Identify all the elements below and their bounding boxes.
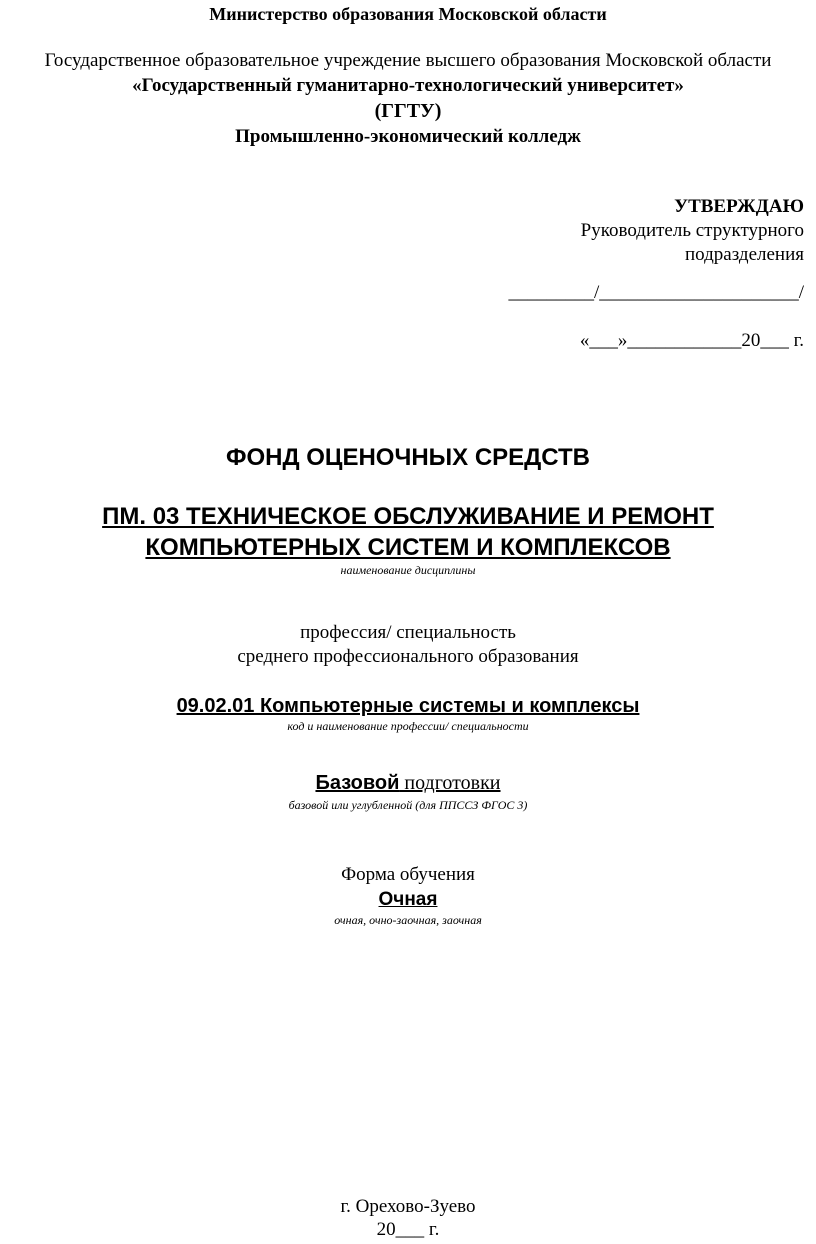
training-level	[0, 772, 816, 795]
training-level-value: Базовой	[315, 772, 400, 794]
university-name: «Государственный гуманитарно-технологический университет»	[132, 75, 684, 96]
approval-title: УТВЕРЖДАЮ	[674, 196, 804, 217]
footer-year: 20___ г.	[376, 1219, 440, 1240]
study-form-caption: очная, очно-заочная, заочная	[334, 913, 482, 927]
training-caption: базовой или углубленной (для ППССЗ ФГОС 3)	[288, 798, 528, 812]
study-form-value: Очная	[378, 889, 438, 910]
ministry-name: Министерство образования Московской области	[209, 4, 607, 24]
specialty-value: 09.02.01 Компьютерные системы и комплексы	[176, 695, 640, 717]
specialty-caption: код и наименование профессии/ специальности	[287, 719, 529, 733]
approval-date-line: «___»____________20___ г.	[579, 330, 804, 351]
document-title: ФОНД ОЦЕНОЧНЫХ СРЕДСТВ	[226, 444, 590, 471]
study-form-label: Форма обучения	[341, 864, 475, 885]
institution-name: Государственное образовательное учреждение высшего образования Московской области	[44, 50, 772, 71]
approval-role-line1: Руководитель структурного	[580, 220, 804, 241]
approval-signature-line: _________/_____________________/	[508, 282, 804, 303]
discipline-name-line1: ПМ. 03 ТЕХНИЧЕСКОЕ ОБСЛУЖИВАНИЕ И РЕМОНТ	[102, 503, 714, 530]
university-abbreviation: (ГГТУ)	[374, 100, 442, 122]
discipline-caption: наименование дисциплины	[340, 563, 476, 577]
specialty-label-line1: профессия/ специальность	[300, 622, 516, 643]
discipline-name-line2: КОМПЬЮТЕРНЫХ СИСТЕМ И КОМПЛЕКСОВ	[145, 534, 671, 561]
college-name: Промышленно-экономический колледж	[235, 126, 581, 147]
footer-city: г. Орехово-Зуево	[340, 1196, 476, 1217]
approval-role-line2: подразделения	[685, 244, 804, 265]
training-level-suffix: подготовки	[399, 772, 501, 794]
specialty-label-line2: среднего профессионального образования	[237, 646, 579, 667]
